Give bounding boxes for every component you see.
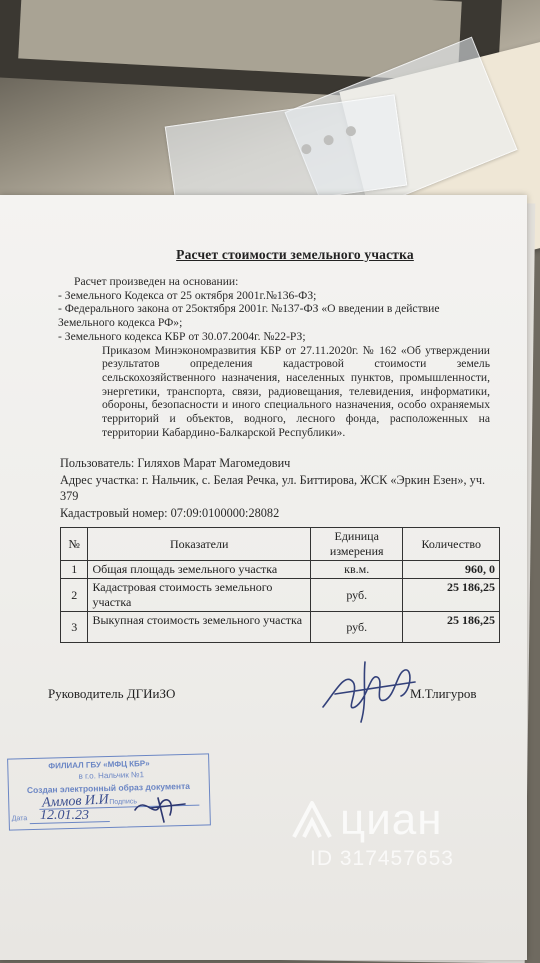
basis-item: Приказом Минэкономразвития КБР от 27.11.2020г. № 162 «Об утверждении результатов определения кадастровой стоимости земель сельскохозяйственного назначения, населенных пунктов, промышленности, энергетики, транспорта, связи, радиовещания, телевидения, информатики, обороны, безопасности и иного специального назначения, особо охраняемых территорий и объектов, водного, лесного фонда, расположенных на территории Кабардино-Балкарской Республики». [102, 343, 490, 439]
table-row [61, 612, 500, 643]
watermark-id: ID 317457653 [310, 847, 454, 870]
basis-item: - Федерального закона от 25октября 2001г. №137-ФЗ «О введении в действие Земельного кодекса РФ»; [58, 302, 440, 330]
basis-section [58, 275, 490, 439]
table-row [61, 561, 500, 579]
basis-intro: Расчет произведен на основании: [74, 275, 239, 288]
handwritten-name: Аммов И.И [41, 792, 110, 811]
row-unit: руб. [310, 612, 402, 643]
handwritten-signature [315, 652, 425, 727]
user-line: Пользователь: Гиляхов Марат Магомедович [60, 456, 291, 470]
row-quantity: 25 186,25 [403, 579, 500, 612]
signer-title: Руководитель ДГИиЗО [48, 686, 176, 701]
calculation-table [60, 527, 500, 643]
signer-name: М.Тлигуров [410, 686, 477, 701]
row-indicator: Кадастровая стоимость земельного участка [88, 579, 311, 612]
table-header: Единица измерения [310, 528, 402, 561]
stamp-line: в г.о. Нальчик №1 [78, 770, 145, 781]
cian-logo-icon [290, 797, 334, 841]
row-indicator: Общая площадь земельного участка [88, 561, 311, 579]
row-quantity: 25 186,25 [403, 612, 500, 643]
document-title: Расчет стоимости земельного участка [176, 247, 414, 262]
watermark-brand: циан [340, 795, 443, 844]
row-unit: руб. [310, 579, 402, 612]
address-line: Адрес участка: г. Нальчик, с. Белая Речка, ул. Биттирова, ЖСК «Эркин Езен», уч. 379 [60, 472, 486, 503]
cadastral-line: Кадастровый номер: 07:09:0100000:28082 [60, 505, 280, 520]
table-header: № [61, 528, 88, 561]
stamp-date-label: Дата [11, 815, 28, 823]
row-number: 3 [61, 612, 88, 643]
parcel-info [60, 455, 500, 521]
handwritten-date: 12.01.23 [40, 808, 89, 823]
table-row [61, 579, 500, 612]
stamp-line: ФИЛИАЛ ГБУ «МФЦ КБР» [48, 758, 150, 771]
stamp-line: Создан электронный образ документа [26, 780, 191, 796]
row-number: 1 [61, 561, 88, 579]
row-unit: кв.м. [310, 561, 402, 579]
basis-item: - Земельного Кодекса от 25 октября 2001г.№136-ФЗ; [58, 288, 317, 302]
table-header: Количество [403, 528, 500, 561]
stamp-signature-label: Подпись [109, 798, 138, 806]
stamp-signature [130, 790, 190, 825]
row-number: 2 [61, 579, 88, 612]
table-header-row [61, 528, 500, 561]
table-header: Показатели [88, 528, 311, 561]
row-quantity: 960, 0 [403, 561, 500, 579]
basis-item: - Земельного кодекса КБР от 30.07.2004г. №22-РЗ; [58, 329, 306, 343]
row-indicator: Выкупная стоимость земельного участка [88, 612, 311, 643]
